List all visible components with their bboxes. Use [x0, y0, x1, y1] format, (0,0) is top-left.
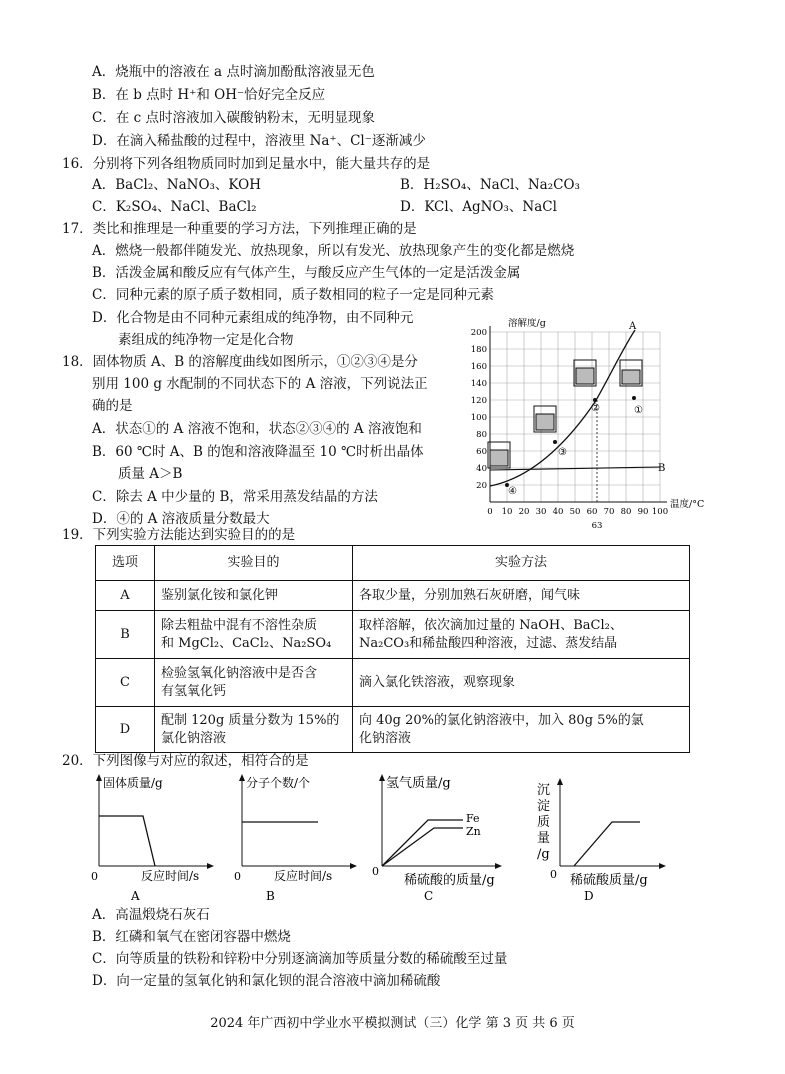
series-fe: Fe [466, 812, 480, 825]
goal-line: 配制 120g 质量分数为 15%的 [161, 712, 340, 728]
q17-stem: 17．类比和推理是一种重要的学习方法，下列推理正确的是 [62, 221, 417, 237]
q16-stem: 16．分别将下列各组物质同时加到足量水中，能大量共存的是 [62, 156, 431, 172]
table-row [96, 581, 690, 611]
q18-option-c: C．除去 A 中少量的 B，常采用蒸发结晶的方法 [92, 489, 378, 505]
graph-b-origin: 0 [234, 870, 241, 883]
q20-option-d: D．向一定量的氢氧化钠和氯化钡的混合溶液中滴加稀硫酸 [92, 973, 441, 989]
q20-option-a: A．高温煅烧石灰石 [92, 907, 210, 923]
q18-stem-line3: 确的是 [92, 398, 133, 414]
ylabel-char: 淀 [537, 799, 551, 814]
goal-line: 检验氢氧化钠溶液中是否含 [161, 665, 318, 681]
graph-b-caption: B [266, 889, 275, 903]
row-option: A [96, 581, 155, 611]
graph-c [368, 772, 528, 907]
curve-a [490, 330, 635, 486]
graph-b-xlabel: 反应时间/s [274, 869, 333, 883]
curve-a-label: A [629, 321, 637, 332]
state-1: ① [634, 405, 643, 416]
y-tick: 60 [476, 447, 487, 457]
q20-option-c: C．向等质量的铁粉和锌粉中分别逐滴滴加等质量分数的稀硫酸至过量 [92, 951, 508, 967]
graph-d-ylabel [537, 783, 550, 862]
method-line: 滴入氯化铁溶液，观察现象 [359, 674, 516, 690]
row-option: C [96, 659, 155, 707]
table-row [96, 659, 690, 707]
graph-a-ylabel: 固体质量/g [103, 776, 163, 790]
table-row [96, 611, 690, 659]
table-header: 实验目的 [155, 546, 353, 581]
table-header-row [96, 546, 690, 581]
x-tick: 50 [569, 507, 581, 517]
x-tick: 90 [637, 507, 649, 517]
q16-option-a: A．BaCl₂、NaNO₃、KOH [92, 177, 261, 193]
graph-a [85, 772, 225, 907]
row-goal [155, 581, 353, 611]
y-tick: 200 [470, 328, 487, 338]
q15-option-b: B．在 b 点时 H⁺和 OH⁻恰好完全反应 [92, 87, 326, 103]
graph-a-origin: 0 [91, 870, 98, 883]
table-header: 选项 [96, 546, 155, 581]
row-goal [155, 611, 353, 659]
x-tick: 40 [552, 507, 564, 517]
row-method [353, 581, 690, 611]
series-zn: Zn [466, 825, 481, 838]
x-tick-63: 63 [591, 521, 603, 531]
table-header: 实验方法 [353, 546, 690, 581]
row-goal [155, 659, 353, 707]
ylabel-char: 量 [537, 831, 551, 846]
row-option: B [96, 611, 155, 659]
row-method [353, 659, 690, 707]
goal-line: 除去粗盐中混有不溶性杂质 [161, 617, 318, 633]
state-3: ③ [558, 447, 567, 458]
row-goal [155, 707, 353, 753]
graph18-ylabel: 溶解度/g [508, 318, 546, 329]
curve-b-label: B [658, 463, 666, 474]
q15-option-c: C．在 c 点时溶液加入碳酸钠粉末，无明显现象 [92, 110, 375, 126]
y-tick: 80 [476, 430, 487, 440]
row-method [353, 611, 690, 659]
goal-line: 氯化钠溶液 [161, 730, 227, 746]
state-2: ② [591, 403, 600, 414]
y-tick: 20 [476, 481, 487, 491]
ylabel-char: 沉 [537, 783, 551, 798]
method-line: 化钠溶液 [359, 730, 412, 746]
q18-option-b-line2: 质量 A＞B [118, 466, 183, 482]
y-tick: 140 [470, 379, 487, 389]
method-line: 取样溶解，依次滴加过量的 NaOH、BaCl₂、 [359, 617, 623, 633]
graph-c-caption: C [424, 889, 434, 903]
graph-b-ylabel: 分子个数/个 [246, 776, 311, 790]
goal-line: 鉴别氯化铵和氯化钾 [161, 587, 279, 603]
graph-c-xlabel: 稀硫酸的质量/g [404, 873, 495, 888]
state-4: ④ [508, 486, 517, 497]
ylabel-char: /g [537, 847, 550, 862]
graph18-xlabel: 温度/°C [670, 499, 705, 510]
q20-stem: 20．下列图像与对应的叙述，相符合的是 [62, 753, 309, 769]
q18-option-a: A．状态①的 A 溶液不饱和，状态②③④的 A 溶液饱和 [92, 421, 422, 437]
y-tick: 160 [470, 362, 487, 372]
graph-d [530, 772, 680, 907]
x-tick: 100 [651, 507, 669, 517]
q16-option-c: C．K₂SO₄、NaCl、BaCl₂ [92, 199, 257, 215]
solubility-graph [470, 318, 730, 534]
row-option: D [96, 707, 155, 753]
goal-line: 和 MgCl₂、CaCl₂、Na₂SO₄ [161, 635, 332, 651]
y-tick: 100 [470, 413, 487, 423]
q16-option-b: B．H₂SO₄、NaCl、Na₂CO₃ [400, 177, 580, 193]
q17-option-a: A．燃烧一般都伴随发光、放热现象，所以有发光、放热现象产生的变化都是燃烧 [92, 243, 575, 259]
y-tick: 180 [470, 345, 487, 355]
q17-option-d-line1: D．化合物是由不同种元素组成的纯净物，由不同种元 [92, 310, 414, 326]
ylabel-char: 质 [537, 815, 551, 830]
q18-stem-line2: 别用 100 g 水配制的不同状态下的 A 溶液，下列说法正 [92, 376, 428, 392]
graph-c-ylabel: 氢气质量/g [386, 776, 451, 791]
graph-a-xlabel: 反应时间/s [141, 869, 200, 883]
graph-b [228, 772, 368, 907]
y-tick: 120 [470, 396, 487, 406]
graph-d-xlabel: 稀硫酸质量/g [570, 873, 648, 888]
goal-line: 有氢氧化钙 [161, 683, 227, 699]
q20-option-b: B．红磷和氧气在密闭容器中燃烧 [92, 929, 291, 945]
row-method [353, 707, 690, 753]
q17-option-d-line2: 素组成的纯净物一定是化合物 [118, 332, 294, 348]
method-line: 向 40g 20%的氯化钠溶液中，加入 80g 5%的氯 [359, 712, 644, 728]
q15-option-d: D．在滴入稀盐酸的过程中，溶液里 Na⁺、Cl⁻逐渐减少 [92, 133, 426, 149]
graph-c-origin: 0 [372, 865, 379, 878]
x-tick: 70 [603, 507, 615, 517]
x-tick: 10 [501, 507, 513, 517]
q16-option-d: D．KCl、AgNO₃、NaCl [400, 199, 557, 215]
q19-stem: 19．下列实验方法能达到实验目的的是 [62, 527, 296, 543]
q15-option-a: A．烧瓶中的溶液在 a 点时滴加酚酞溶液显无色 [92, 64, 375, 80]
table-row [96, 707, 690, 753]
q17-option-b: B．活泼金属和酸反应有气体产生，与酸反应产生气体的一定是活泼金属 [92, 265, 521, 281]
x-tick: 80 [620, 507, 632, 517]
x-tick: 0 [487, 507, 493, 517]
method-line: 各取少量，分别加熟石灰研磨，闻气味 [359, 587, 581, 603]
x-tick: 20 [518, 507, 530, 517]
graph-d-caption: D [584, 889, 594, 903]
q18-stem-line1: 18．固体物质 A、B 的溶解度曲线如图所示，①②③④是分 [62, 354, 418, 370]
x-tick: 30 [535, 507, 547, 517]
y-tick: 40 [476, 464, 487, 474]
method-line: Na₂CO₃和稀盐酸四种溶液，过滤、蒸发结晶 [359, 635, 618, 651]
graph-a-caption: A [131, 889, 140, 903]
q18-option-d: D．④的 A 溶液质量分数最大 [92, 511, 270, 527]
q17-option-c: C．同种元素的原子质子数相同，质子数相同的粒子一定是同种元素 [92, 287, 494, 303]
graph-d-origin: 0 [550, 868, 557, 881]
x-tick: 60 [586, 507, 598, 517]
q18-option-b-line1: B．60 ℃时 A、B 的饱和溶液降温至 10 ℃时析出晶体 [92, 444, 424, 460]
experiment-table [95, 545, 690, 753]
page-footer: 2024 年广西初中学业水平模拟测试（三）化学 第 3 页 共 6 页 [210, 1016, 575, 1031]
